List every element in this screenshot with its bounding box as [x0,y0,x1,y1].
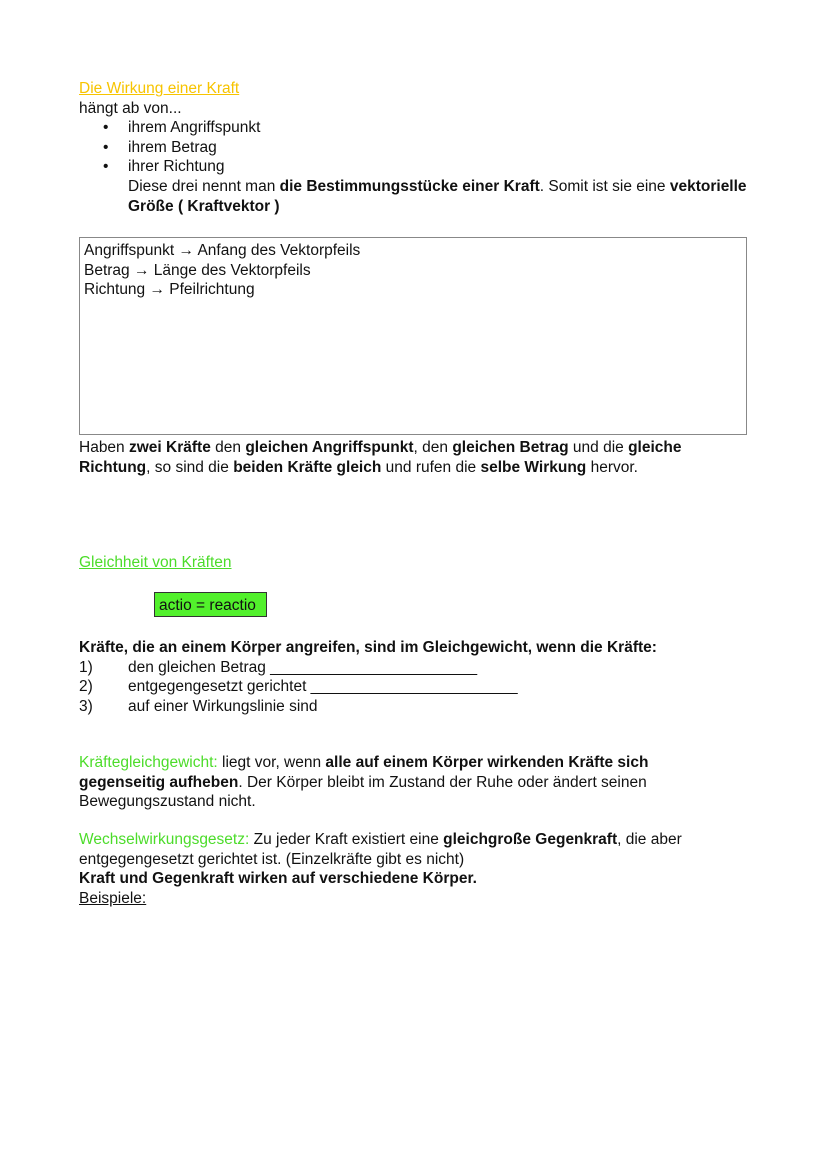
bullet-icon: • [103,158,109,176]
list-item: • ihrem Angriffspunkt [103,119,261,137]
box-line-richtung: Richtung → Pfeilrichtung [84,281,255,299]
beispiele-label: Beispiele: [79,889,147,907]
intro-text: hängt ab von... [79,99,182,117]
box-line-angriffspunkt: Angriffspunkt → Anfang des Vektorpfeils [84,242,361,259]
condition-heading: Kräfte, die an einem Körper angreifen, sind im Gleichgewicht, wenn die Kräfte: [79,639,657,656]
kraeftegleichgewicht-paragraph: Kräftegleichgewicht: liegt vor, wenn alle auf einem Körper wirkenden Kräfte sich gegenseitig aufheben. Der Körper bleibt im Zustand der Ruhe oder ändert seinen Bewegungszustand nicht. [79,754,649,811]
numbered-list [79,658,759,717]
wechselwirkungsgesetz-paragraph: Wechselwirkungsgesetz: Zu jeder Kraft existiert eine gleichgroße Gegenkraft, die aber entgegengesetzt gerichtet ist. (Einzelkräfte gibt es nicht) Kraft und Gegenkraft wirken auf verschiedene Körper. Beispiele: [79,831,682,907]
heading-gleichheit-von-kraeften: Gleichheit von Kräften [79,554,232,571]
list-item: • ihrer Richtung [103,158,225,176]
list-item: 1) den gleichen Betrag ________________________ [79,658,478,676]
bullet-icon: • [103,119,109,137]
actio-reactio-box: actio = reactio [154,592,267,617]
list-item: 3) auf einer Wirkungslinie sind [79,697,318,715]
wechselwirkungsgesetz-label: Wechselwirkungsgesetz: [79,831,250,848]
kraeftegleichgewicht-label: Kräftegleichgewicht: [79,754,218,771]
vector-definition-box [79,237,747,435]
equality-paragraph: Haben zwei Kräfte den gleichen Angriffspunkt, den gleichen Betrag und die gleiche Richtung, so sind die beiden Kräfte gleich und rufen die selbe Wirkung hervor. [79,439,682,476]
bullet-icon: • [103,138,109,156]
section-wirkung [79,79,759,216]
equilibrium-condition [79,638,759,716]
bestimmungsstuecke-note: Diese drei nennt man die Bestimmungsstücke einer Kraft. Somit ist sie eine vektorielle Größe ( Kraftvektor ) [128,177,747,215]
kraft-gegenkraft-line: Kraft und Gegenkraft wirken auf verschiedene Körper. [79,870,477,888]
heading-wirkung-einer-kraft: Die Wirkung einer Kraft [79,80,240,97]
box-line-betrag: Betrag → Länge des Vektorpfeils [84,261,311,279]
list-item: 2) entgegengesetzt gerichtet ________________________ [79,678,518,696]
list-item: • ihrem Betrag [103,138,217,156]
bullet-list [79,118,759,177]
